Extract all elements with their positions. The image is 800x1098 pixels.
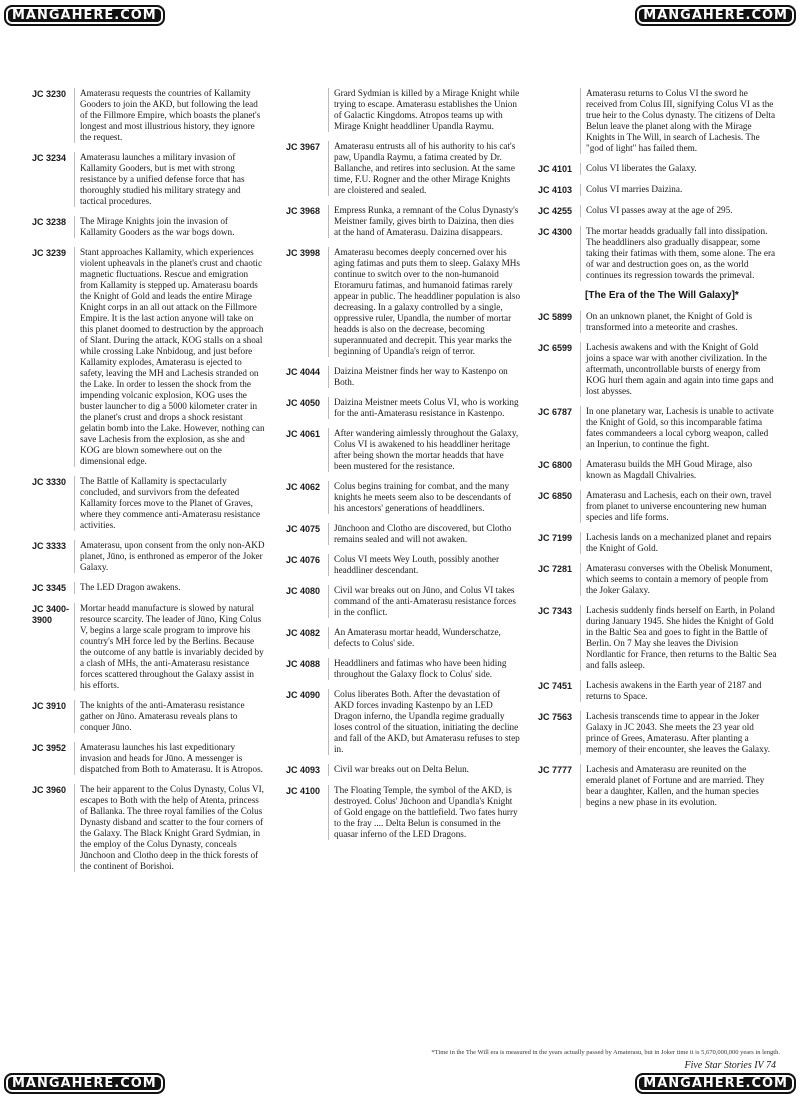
watermark-top-right: MANGAHERE.COM (635, 5, 796, 26)
entry-text: Stant approaches Kallamity, which experiences violent upheavals in the planet's crust and chaotic magnetic fluctuations. Rescue and emigration from Kallamity is stepped up. Amaterasu boards the Knight of Gold and leads the entire Mirage Knight corps in an all out attack on the Fillmore Empire. It is the last action anyone will take on this planet doomed to destruction by the approach of Slant. During the attack, KOG stalls on a shoal while crossing Lake Nnbidoug, and just before Kallamity explodes, Amaterasu is ejected to safety, leaving the MH and Lachesis stranded on the Lake. In order to lessen the shock from the impending volcanic explosion, KOG uses the buster launcher to dig a 5000 kilometer crater in the planet's crust and drops a shock resistant gelatin bomb into the Lake. However, nothing can save Lachesis from the explosion, as she and KOG are blown somewhere out on the dimensional edge. (74, 247, 267, 467)
entry-text: Daizina Meistner meets Colus VI, who is working for the anti-Amaterasu resistance in Kastenpo. (328, 397, 521, 419)
entry-date: JC 4076 (286, 555, 321, 565)
entry-text: Amaterasu requests the countries of Kallamity Gooders to join the AKD, but following the lead of the Fillmore Empire, which boasts the planet's longest and most illustrious history, they ignore the request. (74, 88, 267, 143)
timeline-entry (286, 785, 521, 840)
timeline-entry (32, 216, 267, 238)
entry-date: JC 3960 (32, 785, 67, 795)
entry-text: On an unknown planet, the Knight of Gold is transformed into a meteorite and crashes. (580, 311, 778, 333)
timeline-entry (32, 88, 267, 143)
timeline-column-2 (286, 88, 521, 849)
entry-text: The Mirage Knights join the invasion of Kallamity Gooders as the war bogs down. (74, 216, 267, 238)
watermark-top-left: MANGAHERE.COM (4, 5, 165, 26)
entry-text: Daizina Meistner finds her way to Kastenpo on Both. (328, 366, 521, 388)
entry-date: JC 7563 (538, 712, 573, 722)
entry-date: JC 3330 (32, 477, 67, 487)
entry-date: JC 6787 (538, 407, 573, 417)
entry-text: Amaterasu builds the MH Goud Mirage, also known as Magdall Chivalries. (580, 459, 778, 481)
timeline-entry (538, 406, 778, 450)
timeline-entry (32, 742, 267, 775)
entry-text: Amaterasu launches his last expeditionary invasion and heads for Jūno. A messenger is dispatched from Both to Amaterasu. It is Atropos. (74, 742, 267, 775)
entry-date: JC 7199 (538, 533, 573, 543)
entry-text: The Battle of Kallamity is spectacularly concluded, and survivors from the defeated Kallamity forces move to the Planet of Graves, where they commence anti-Amaterasu resistance activities. (74, 476, 267, 531)
entry-text: Lachesis awakens and with the Knight of Gold joins a space war with another civilization. In the aftermath, uncontrollable bursts of energy from KOG hurl them again and again into time gaps and lost abysses. (580, 342, 778, 397)
timeline-entry (538, 459, 778, 481)
entry-date: JC 4080 (286, 586, 321, 596)
entry-text: Amaterasu and Lachesis, each on their own, travel from planet to universe encountering new human species and life forms. (580, 490, 778, 523)
entry-date: JC 4255 (538, 206, 573, 216)
timeline-entry (32, 152, 267, 207)
timeline-entry (538, 563, 778, 596)
timeline-column-1 (32, 88, 267, 881)
entry-date: JC 4082 (286, 628, 321, 638)
entry-date: JC 3400-3900 (32, 604, 70, 625)
entry-text: Colus VI marries Daizina. (580, 184, 778, 196)
timeline-entry (32, 700, 267, 733)
timeline-entry (286, 689, 521, 755)
entry-text: Colus VI passes away at the age of 295. (580, 205, 778, 217)
era-heading: [The Era of the The Will Galaxy]* (585, 290, 739, 301)
timeline-column-3 (538, 88, 778, 817)
entry-text: Mortar headd manufacture is slowed by natural resource scarcity. The leader of Jūno, King Colus V, begins a large scale program to improve his country's MH force led by the Berlins. Because the outcome of any battle is invariably decided by a clash of MHs, the anti-Amaterasu resistance forces scattered throughout the Galaxy assist in his efforts. (74, 603, 267, 691)
entry-date: JC 7281 (538, 564, 573, 574)
entry-date: JC 3234 (32, 153, 67, 163)
entry-text: Amaterasu, upon consent from the only non-AKD planet, Jūno, is enthroned as emperor of the Joker Galaxy. (74, 540, 267, 573)
timeline-entry (286, 205, 521, 238)
entry-text: Amaterasu converses with the Obelisk Monument, which seems to contain a memory of people from the Joker Galaxy. (580, 563, 778, 596)
entry-text: Lachesis awakens in the Earth year of 2187 and returns to Space. (580, 680, 778, 702)
entry-date: JC 4100 (286, 786, 321, 796)
timeline-entry (538, 711, 778, 755)
entry-date: JC 4093 (286, 765, 321, 775)
entry-text: The heir apparent to the Colus Dynasty, Colus VI, escapes to Both with the help of Atenta, princess of Ballanka. The three royal families of the Colus Dynasty disband and scatter to the four corners of the Galaxy. The Black Knight Grard Sydmian, in the employ of the Colus Dynasty, conceals Jūnchoon and Clotho deep in the thick forests of the continent of Borishoi. (74, 784, 267, 872)
entry-text: In one planetary war, Lachesis is unable to activate the Knight of Gold, so this incomparable fatima fates commandeers a local cyborg weapon, called an Inperiun, to continue the fight. (580, 406, 778, 450)
entry-text: Lachesis and Amaterasu are reunited on the emerald planet of Fortune and are married. They bear a daughter, Kallen, and the human species begins a new phase in its evolution. (580, 764, 778, 808)
entry-date: JC 3968 (286, 206, 321, 216)
timeline-entry (538, 226, 778, 281)
entry-date: JC 5899 (538, 312, 573, 322)
entry-date: JC 7343 (538, 606, 573, 616)
entry-text: The Floating Temple, the symbol of the AKD, is destroyed. Colus' Jūchoon and Upandla's Knight of Gold engage on the battlefield. Two fates hurry to the fray .... Delta Belun is consumed in the quasar inferno of the LED Dragons. (328, 785, 521, 840)
entry-text: Lachesis transcends time to appear in the Joker Galaxy in JC 2043. She meets the 23 year old prince of Grees, Amaterasu. After planting a memory of their encounter, she leaves the Galaxy. (580, 711, 778, 755)
timeline-entry (32, 247, 267, 467)
entry-text: After wandering aimlessly throughout the Galaxy, Colus VI is awakened to his headdliner heritage after being shown the mortar headds that have been mustered for the resistance. (328, 428, 521, 472)
entry-date: JC 7777 (538, 765, 573, 775)
timeline-entry (286, 554, 521, 576)
timeline-entry (538, 680, 778, 702)
timeline-entry (538, 163, 778, 175)
timeline-entry (32, 784, 267, 872)
timeline-entry (286, 88, 521, 132)
entry-text: Civil war breaks out on Delta Belun. (328, 764, 521, 776)
entry-date: JC 4101 (538, 164, 573, 174)
entry-text: Amaterasu returns to Colus VI the sword he received from Colus III, signifying Colus VI as the true heir to the Colus dynasty. The citizens of Delta Belun leave the planet along with the Mirage Knights in The Will, in search of Lachesis. The "god of light" has failed them. (580, 88, 778, 154)
timeline-entry (32, 582, 267, 594)
entry-text: The knights of the anti-Amaterasu resistance gather on Jūno. Amaterasu reveals plans to conquer Jūno. (74, 700, 267, 733)
entry-date: JC 4103 (538, 185, 573, 195)
entry-date: JC 4090 (286, 690, 321, 700)
timeline-entry (286, 397, 521, 419)
timeline-entry (286, 585, 521, 618)
timeline-entry (538, 490, 778, 523)
timeline-entry (32, 603, 267, 691)
entry-date (538, 88, 580, 154)
entry-date: JC 4061 (286, 429, 321, 439)
timeline-entry (286, 481, 521, 514)
entry-date: JC 4050 (286, 398, 321, 408)
timeline-entry (538, 88, 778, 154)
timeline-entry (286, 658, 521, 680)
timeline-entry (286, 428, 521, 472)
entry-date: JC 3238 (32, 217, 67, 227)
timeline-entry (286, 764, 521, 776)
entry-text: Headdliners and fatimas who have been hiding throughout the Galaxy flock to Colus' side. (328, 658, 521, 680)
entry-date: JC 3952 (32, 743, 67, 753)
watermark-bottom-left: MANGAHERE.COM (4, 1073, 165, 1094)
entry-date: JC 4075 (286, 524, 321, 534)
entry-date (286, 88, 328, 132)
entry-date: JC 7451 (538, 681, 573, 691)
entry-date: JC 6850 (538, 491, 573, 501)
timeline-entry (538, 205, 778, 217)
entry-text: Colus VI liberates the Galaxy. (580, 163, 778, 175)
timeline-entry (286, 627, 521, 649)
timeline-entry (32, 476, 267, 531)
timeline-entry (538, 605, 778, 671)
timeline-entry (286, 366, 521, 388)
entry-date: JC 3998 (286, 248, 321, 258)
entry-text: Civil war breaks out on Jūno, and Colus VI takes command of the anti-Amaterasu resistance forces in the conflict. (328, 585, 521, 618)
entry-date: JC 3333 (32, 541, 67, 551)
entry-date: JC 4062 (286, 482, 321, 492)
page-mark: Five Star Stories IV 74 (684, 1060, 776, 1071)
timeline-entry (538, 532, 778, 554)
entry-date: JC 6800 (538, 460, 573, 470)
entry-text: The LED Dragon awakens. (74, 582, 267, 594)
entry-text: Colus liberates Both. After the devastation of AKD forces invading Kastenpo by an LED Dragon inferno, the Upandla regime gradually loses control of the situation, initiating the decline and fall of the AKD, but Amaterasu refuses to step in. (328, 689, 521, 755)
timeline-entry (286, 141, 521, 196)
entry-text: Grard Sydmian is killed by a Mirage Knight while trying to escape. Amaterasu establishes the Union of Galactic Kingdoms. Atropos teams up with Mirage Knight headdliner Upandla Raymu. (328, 88, 521, 132)
footnote: *Time in the The Will era is measured in the years actually passed by Amaterasu, but in Joker time it is 5,670,000,000 years in length. (431, 1049, 780, 1056)
entry-text: Empress Runka, a remnant of the Colus Dynasty's Meistner family, gives birth to Daizina, then dies at the hand of Amaterasu. Daizina disappears. (328, 205, 521, 238)
entry-text: The mortar headds gradually fall into dissipation. The headdliners also gradually disappear, some taking their fatimas with them, some alone. The era of war and destruction goes on, as the world continues its regression towards the primeval. (580, 226, 778, 281)
watermark-bottom-right: MANGAHERE.COM (635, 1073, 796, 1094)
timeline-entry (286, 247, 521, 357)
entry-text: Amaterasu becomes deeply concerned over his aging fatimas and puts them to sleep. Galaxy MHs continue to switch over to the non-humanoid Etoramuru fatimas, and humanoid fatimas rarely appear in public. The headdliner population is also decreasing. In a galaxy controlled by a single, oppressive ruler, Upandla, the number of mortar headds is also on the decrease, becoming superannuated and decrepit. This year marks the beginning of Upandla's reign of terror. (328, 247, 521, 357)
entry-text: Amaterasu launches a military invasion of Kallamity Gooders, but is met with strong resistance by a unified defense force that has thoroughly studied his military strategy and tactical procedures. (74, 152, 267, 207)
entry-date: JC 3230 (32, 89, 67, 99)
entry-text: Amaterasu entrusts all of his authority to his cat's paw, Upandla Raymu, a fatima created by Dr. Ballanche, and retires into seclusion. At the same time, F.U. Rogner and the other Mirage Knights are cloistered and sealed. (328, 141, 521, 196)
entry-date: JC 4044 (286, 367, 321, 377)
entry-date: JC 3345 (32, 583, 67, 593)
timeline-entry (538, 184, 778, 196)
timeline-entry (538, 764, 778, 808)
timeline-entry (286, 523, 521, 545)
entry-text: Jūnchoon and Clotho are discovered, but Clotho remains sealed and will not awaken. (328, 523, 521, 545)
entry-date: JC 6599 (538, 343, 573, 353)
entry-text: An Amaterasu mortar headd, Wunderschatze, defects to Colus' side. (328, 627, 521, 649)
entry-date: JC 3910 (32, 701, 67, 711)
entry-text: Colus VI meets Wey Louth, possibly another headdliner descendant. (328, 554, 521, 576)
entry-date: JC 4300 (538, 227, 573, 237)
entry-date: JC 3239 (32, 248, 67, 258)
entry-text: Colus begins training for combat, and the many knights he meets seem also to be descendants of his ancestors' generations of headdliners. (328, 481, 521, 514)
entry-text: Lachesis lands on a mechanized planet and repairs the Knight of Gold. (580, 532, 778, 554)
entry-date: JC 3967 (286, 142, 321, 152)
entry-date: JC 4088 (286, 659, 321, 669)
timeline-entry (32, 540, 267, 573)
entry-text: Lachesis suddenly finds herself on Earth, in Poland during January 1945. She hides the Knight of Gold in the Baltic Sea and goes to fight in the Battle of Berlin. On 7 May she leaves the Division Nordlantic for France, then returns to the Baltic Sea and falls asleep. (580, 605, 778, 671)
timeline-entry (538, 342, 778, 397)
timeline-entry (538, 311, 778, 333)
